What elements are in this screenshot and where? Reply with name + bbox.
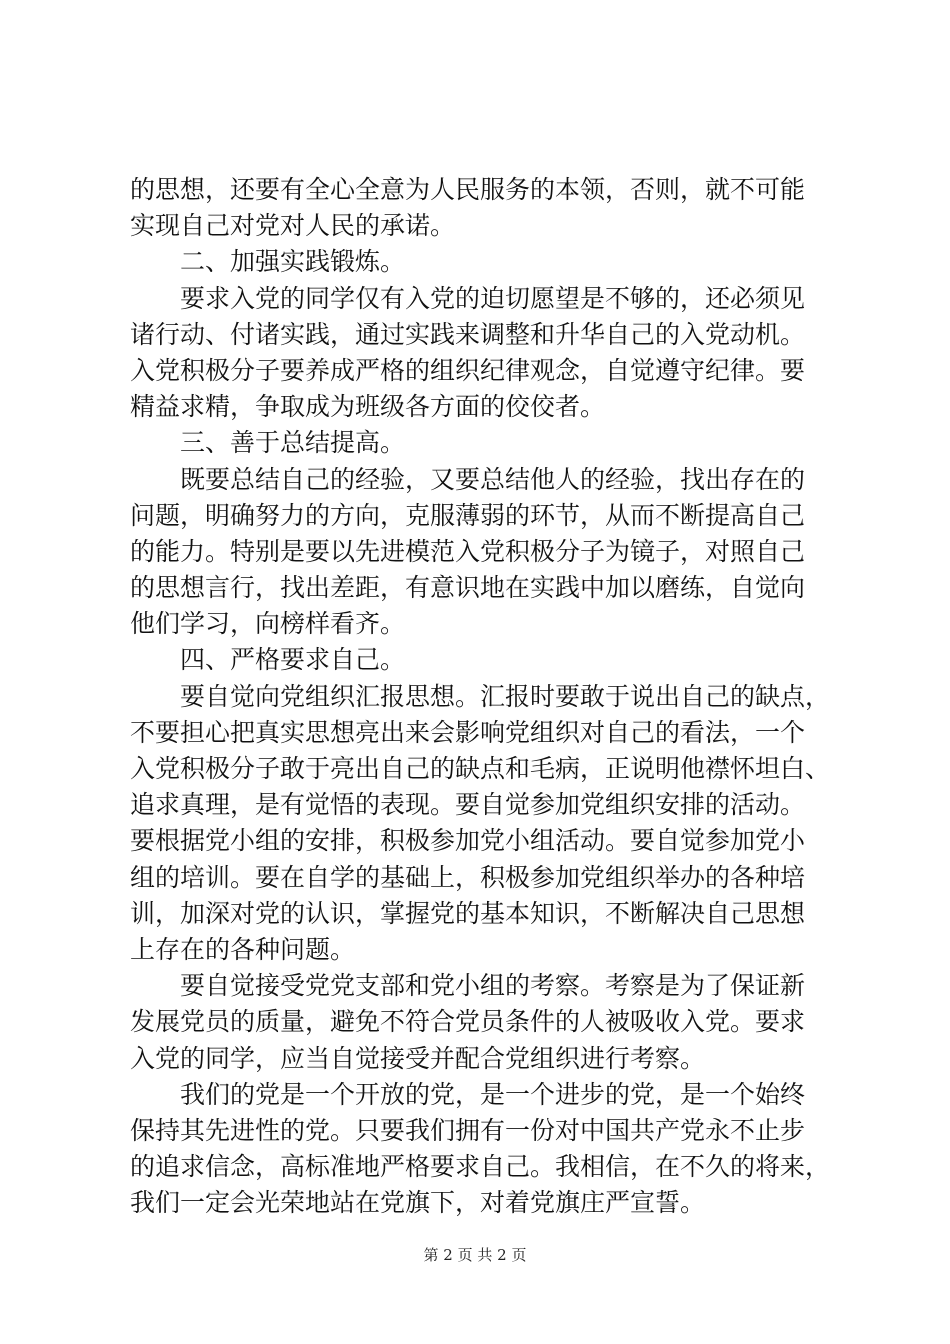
section-heading: 四、严格要求自己。: [130, 645, 406, 675]
text-line: 要自觉接受党党支部和党小组的考察。考察是为了保证新: [130, 971, 806, 1001]
text-line: 我们的党是一个开放的党，是一个进步的党，是一个始终: [130, 1079, 806, 1109]
text-line: 入党的同学，应当自觉接受并配合党组织进行考察。: [130, 1043, 706, 1073]
text-line: 的思想，还要有全心全意为人民服务的本领，否则，就不可能: [130, 175, 806, 204]
section-heading: 三、善于总结提高。: [130, 428, 406, 458]
text-line: 要求入党的同学仅有入党的迫切愿望是不够的，还必须见: [130, 283, 806, 313]
text-line: 他们学习，向榜样看齐。: [130, 609, 406, 639]
text-line: 入党积极分子敢于亮出自己的缺点和毛病，正说明他襟怀坦白、: [130, 754, 830, 783]
text-line: 保持其先进性的党。只要我们拥有一份对中国共产党永不止步: [130, 1115, 806, 1145]
text-line: 我们一定会光荣地站在党旗下，对着党旗庄严宣誓。: [130, 1188, 706, 1218]
text-line: 入党积极分子要养成严格的组织纪律观念，自觉遵守纪律。要: [130, 355, 806, 385]
text-line: 发展党员的质量，避免不符合党员条件的人被吸收入党。要求: [130, 1007, 806, 1037]
document-body: [130, 172, 830, 1221]
text-line: 训，加深对党的认识，掌握党的基本知识，不断解决自己思想: [130, 898, 806, 928]
page-number-footer: 第 2 页 共 2 页: [423, 1246, 527, 1264]
text-line: 问题，明确努力的方向，克服薄弱的环节，从而不断提高自己: [130, 500, 806, 530]
text-line: 组的培训。要在自学的基础上，积极参加党组织举办的各种培: [130, 862, 806, 892]
text-line: 的追求信念，高标准地严格要求自己。我相信，在不久的将来，: [130, 1152, 830, 1182]
text-line: 既要总结自己的经验，又要总结他人的经验，找出存在的: [130, 464, 806, 494]
text-line: 的思想言行，找出差距，有意识地在实践中加以磨练，自觉向: [130, 573, 806, 603]
text-line: 不要担心把真实思想亮出来会影响党组织对自己的看法，一个: [130, 717, 806, 747]
text-line: 上存在的各种问题。: [130, 934, 356, 964]
text-line: 要自觉向党组织汇报思想。汇报时要敢于说出自己的缺点，: [130, 681, 830, 711]
text-line: 精益求精，争取成为班级各方面的佼佼者。: [130, 392, 606, 422]
text-line: 要根据党小组的安排，积极参加党小组活动。要自觉参加党小: [130, 826, 806, 856]
text-line: 诸行动、付诸实践，通过实践来调整和升华自己的入党动机。: [130, 319, 806, 349]
text-line: 的能力。特别是要以先进模范入党积极分子为镜子，对照自己: [130, 536, 806, 566]
text-line: 实现自己对党对人民的承诺。: [130, 211, 456, 241]
text-line: 追求真理，是有觉悟的表现。要自觉参加党组织安排的活动。: [130, 790, 806, 820]
section-heading: 二、加强实践锻炼。: [130, 247, 406, 277]
